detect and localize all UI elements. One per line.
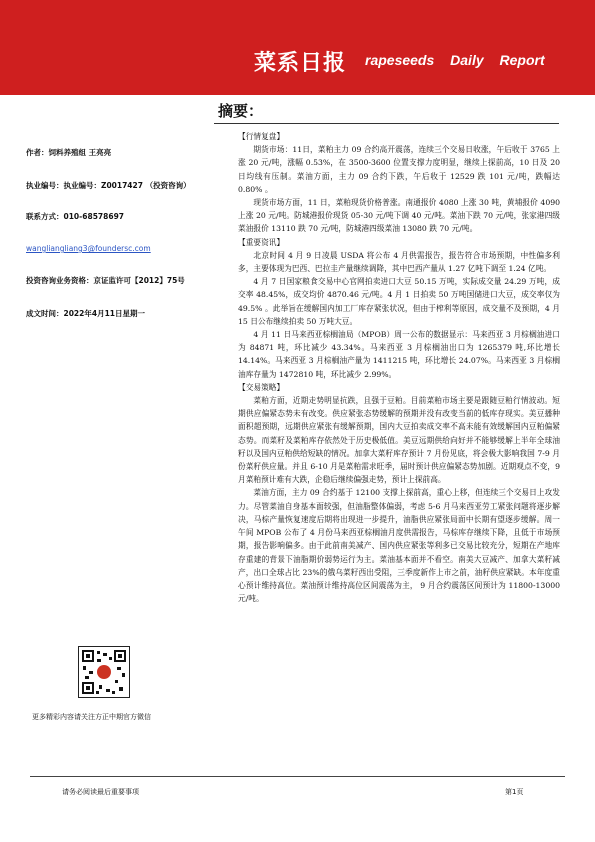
license-number: 执业编号：执业编号：Z0017427 （投资咨询）: [26, 181, 191, 190]
qr-caption: 更多精彩内容请关注方正中期官方微信: [32, 713, 151, 721]
report-title-en: rapeseeds Daily Report: [365, 52, 545, 68]
section-trading-strategy: [238, 381, 560, 605]
company-logo-icon: [97, 665, 111, 679]
paragraph: 北京时间 4 月 9 日凌晨 USDA 将公布 4 月供需报告，报告符合市场预期，中性偏多利多，主要体现为巴西、巴拉圭产量继续调降，其中巴西产量从 1.27 亿吨下调至 1.24 亿吨。: [238, 250, 560, 274]
header-banner: [0, 0, 595, 95]
paragraph: 期货市场：11日，菜粕主力 09 合约高开震荡，连续三个交易日收涨，午后收于 3765 上涨 20 元/吨，涨幅 0.53%，在 3500-3600 位置支撑力度明显，继续上探前高，10 日及 20 日均线有压制。菜油方面，主力 09 合约下跌，午后收于 12529 跌 101 元/吨，跌幅达 0.80% 。: [238, 145, 560, 194]
footer-divider: [30, 776, 565, 777]
page-number: 第1页: [505, 788, 524, 796]
qualification: 投资咨询业务资格：京证监许可【2012】75号: [26, 276, 185, 285]
paragraph: 菜油方面，主力 09 合约基于 12100 支撑上探前高，重心上移，但连续三个交易日上攻发力。尽管菜油自身基本面较强，但油脂整体偏弱，考虑 5-6 月马来西亚劳工紧张问题将逐步解决，马棕产量恢复速度后期将出现进一步提升，油脂供应紧张局面中长期有望逐步缓解。周一午间 MPOB 公布了 4 月份马来西亚棕榈油月度供需报告，马棕库存继续下降，且低于市场预期，报告影响偏多。由于此前南美减产、国内供应紧张等利多已交易比较充分，短期在产地库存重建的背景下油脂期价弱势运行为主。菜油基本面并不看空。南美大豆减产、加拿大菜籽减产，出口全球占比 23%的俄乌菜籽西出受阻，三季度新作上市之前，油籽供应紧缺。本年度重心预计维持高位。菜油预计维持高位区间震荡为主， 9 月合约震荡区间预计为 11800-13000 元/吨。: [238, 488, 560, 604]
abstract-title: 摘要：: [218, 102, 264, 120]
abstract-divider: [214, 123, 559, 124]
paragraph: 4 月 11 日马来西亚棕榈油局（MPOB）周一公布的数据显示：马来西亚 3 月棕榈油进口为 84871 吨，环比减少 43.34%。马来西亚 3 月棕榈油出口为 1265379 吨,环比增长 14.14%。马来西亚 3 月棕榈油产量为 1411215 吨，环比增长 24.07%。马来西亚 3 月棕榈油库存量为 1472810 吨，环比减少 2.99%。: [238, 330, 560, 379]
section-title: 【重要资讯】: [238, 237, 285, 247]
paragraph: 现货市场方面，11 日，菜粕现货价格普涨。南通报价 4080 上涨 30 吨，黄埔报价 4090 上涨 20 元/吨。防城港报价现货 05-30 元/吨下调 40 元/吨。菜油下跌 70 元/吨，张家港四级菜油报价 13110 跌 70 元/吨，防城港四级菜油 13080 跌 70 元/吨。: [238, 198, 560, 234]
paragraph: 4 月 7 日国家粮食交易中心官网拍卖进口大豆 50.15 万吨，实际成交量 24.29 万吨，成交率 48.45%，成交均价 4870.46 元/吨。4 月 1 日拍卖 50 万吨国储进口大豆，成交率仅为 49.5% 。此举旨在缓解国内加工厂库存紧张状况，但由于榨利等原因，成交量不及预期，4 月 15 日公布继续拍卖 50 万吨大豆。: [238, 277, 560, 326]
section-key-news: [238, 236, 560, 381]
report-title-cn: 菜系日报: [254, 51, 347, 76]
report-date: 成文时间：2022年4月11日星期一: [26, 309, 146, 318]
section-title: 【交易策略】: [238, 382, 285, 392]
contact-email-link[interactable]: wangliangliang3@foundersc.com: [26, 244, 151, 253]
section-title: 【行情复盘】: [238, 132, 285, 141]
author: 作者：饲料养殖组 王亮亮: [26, 148, 112, 157]
wechat-qr-code: [78, 646, 130, 698]
contact-phone: 联系方式：010-68578697: [26, 212, 125, 221]
report-body: [238, 130, 560, 605]
section-market-review: [238, 130, 560, 236]
footer-disclaimer: 请务必阅读最后重要事项: [62, 788, 139, 796]
paragraph: 菜粕方面，近期走势明显抗跌，且强于豆粕。目前菜粕市场主要是跟随豆粕行情波动。短期供应偏紧态势未有改变。供应紧张态势缓解的预期并没有改变当前的低库存现实。美豆播种面积超预期，远期供应紧张有缓解预期，国内大豆拍卖成交率不高未能有效缓解国内豆粕偏紧态势。而菜籽及菜粕库存依然处于历史极低值。美豆远期供给向好并不能够缓解上半年全球油籽以及国内豆粕供给短缺的情况。加拿大菜籽库存预计 7 月份见底，将会极大影响我国 7-9 月份菜籽供应量。并且 6-10 月是菜粕需求旺季，届时预计供应偏紧态势加剧。近期观点不变，9 月菜粕预计难有大跌，企稳后继续偏强走势，预计上探前高。: [238, 396, 560, 485]
